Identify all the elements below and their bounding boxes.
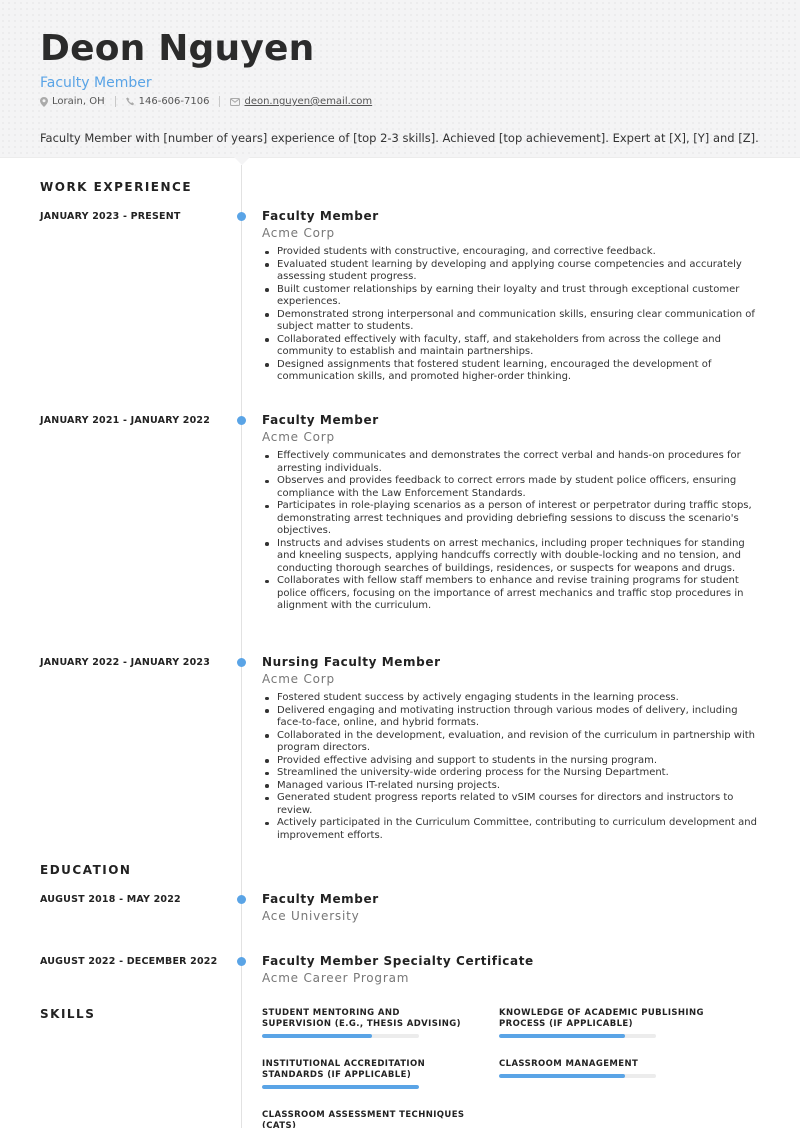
profile-summary: Faculty Member with [number of years] experience of [top 2-3 skills]. Achieved [top achievement]. Expert at [X], [Y] and [Z]. xyxy=(40,131,759,145)
section-title-education: EDUCATION xyxy=(40,863,132,877)
bullet-item: Generated student progress reports related to vSIM courses for directors and instructors to review. xyxy=(262,792,762,817)
contact-location xyxy=(40,96,105,107)
entry-bullets xyxy=(262,246,762,384)
entry-bullets xyxy=(262,692,762,842)
timeline-dot xyxy=(237,212,246,221)
contact-separator xyxy=(115,96,116,107)
skill-item xyxy=(262,1008,467,1038)
bullet-item: Collaborated effectively with faculty, staff, and stakeholders from across the college and community to establish and maintain partnerships. xyxy=(262,334,762,359)
timeline-line xyxy=(241,165,242,1128)
skill-fill xyxy=(499,1034,625,1038)
bullet-item: Demonstrated strong interpersonal and communication skills, ensuring clear communication of subject matter to students. xyxy=(262,309,762,334)
skill-item xyxy=(262,1059,467,1089)
bullet-item: Effectively communicates and demonstrates the correct verbal and hands-on procedures for arresting individuals. xyxy=(262,450,762,475)
section-title-work: WORK EXPERIENCE xyxy=(40,180,193,194)
phone-icon xyxy=(126,97,135,106)
contact-info xyxy=(40,96,372,107)
skill-fill xyxy=(262,1034,372,1038)
entry-date: JANUARY 2022 - JANUARY 2023 xyxy=(40,657,211,668)
bullet-item: Designed assignments that fostered student learning, encouraged the development of communication skills, and promoted higher-order thinking. xyxy=(262,359,762,384)
bullet-item: Observes and provides feedback to correct errors made by student police officers, ensuring compliance with the Law Enforcement Standards. xyxy=(262,475,762,500)
skill-label: KNOWLEDGE OF ACADEMIC PUBLISHING PROCESS (IF APPLICABLE) xyxy=(499,1008,704,1029)
skill-item xyxy=(499,1008,704,1038)
contact-phone xyxy=(126,96,210,107)
skill-label: STUDENT MENTORING AND SUPERVISION (E.G., THESIS ADVISING) xyxy=(262,1008,461,1029)
bullet-item: Provided effective advising and support to students in the nursing program. xyxy=(262,755,762,768)
bullet-item: Collaborated in the development, evaluation, and revision of the curriculum in partnership with program directors. xyxy=(262,730,762,755)
entry-title: Nursing Faculty Member xyxy=(262,655,441,669)
mail-icon xyxy=(230,98,240,106)
bullet-item: Participates in role-playing scenarios as a person of interest or perpetrator during traffic stops, demonstrating arrest techniques and providing debriefing sessions to discuss the scenario's objectives. xyxy=(262,500,762,538)
candidate-name: Deon Nguyen xyxy=(40,28,315,69)
entry-date: JANUARY 2023 - PRESENT xyxy=(40,211,181,222)
skill-bar xyxy=(499,1034,656,1038)
bullet-item: Built customer relationships by earning their loyalty and trust through exceptional customer experiences. xyxy=(262,284,762,309)
skill-label: CLASSROOM ASSESSMENT TECHNIQUES (CATS) xyxy=(262,1110,465,1128)
bullet-item: Delivered engaging and motivating instruction through various modes of delivery, including face-to-face, online, and hybrid formats. xyxy=(262,705,762,730)
entry-company: Acme Corp xyxy=(262,226,335,240)
candidate-role: Faculty Member xyxy=(40,75,152,91)
skill-bar xyxy=(262,1085,419,1089)
entry-school: Acme Career Program xyxy=(262,971,410,985)
contact-separator xyxy=(219,96,220,107)
skill-label: CLASSROOM MANAGEMENT xyxy=(499,1059,639,1069)
entry-school: Ace University xyxy=(262,909,360,923)
bullet-item: Instructs and advises students on arrest mechanics, including proper techniques for standing and kneeling suspects, applying handcuffs correctly with double-locking and no tension, and conducting thorough searches of buildings, residences, or suspects for weapons and drugs. xyxy=(262,538,762,576)
contact-email[interactable] xyxy=(230,96,372,107)
resume-header xyxy=(0,0,800,158)
entry-title: Faculty Member xyxy=(262,209,379,223)
timeline-dot xyxy=(237,895,246,904)
entry-company: Acme Corp xyxy=(262,430,335,444)
bullet-item: Streamlined the university-wide ordering process for the Nursing Department. xyxy=(262,767,762,780)
entry-title: Faculty Member xyxy=(262,413,379,427)
entry-title: Faculty Member xyxy=(262,892,379,906)
bullet-item: Fostered student success by actively engaging students in the learning process. xyxy=(262,692,762,705)
entry-bullets xyxy=(262,450,762,613)
email-link[interactable]: deon.nguyen@email.com xyxy=(244,96,373,107)
entry-title: Faculty Member Specialty Certificate xyxy=(262,954,534,968)
skill-fill xyxy=(499,1074,625,1078)
entry-date: JANUARY 2021 - JANUARY 2022 xyxy=(40,415,211,426)
entry-date: AUGUST 2022 - DECEMBER 2022 xyxy=(40,956,218,967)
timeline-dot xyxy=(237,658,246,667)
bullet-item: Actively participated in the Curriculum Committee, contributing to curriculum development and improvement efforts. xyxy=(262,817,762,842)
bullet-item: Managed various IT-related nursing projects. xyxy=(262,780,762,793)
bullet-item: Evaluated student learning by developing and applying course competencies and accurately assessing student progress. xyxy=(262,259,762,284)
location-pin-icon xyxy=(40,97,48,107)
phone-text: 146-606-7106 xyxy=(138,96,210,107)
skill-bar xyxy=(499,1074,656,1078)
bullet-item: Provided students with constructive, encouraging, and corrective feedback. xyxy=(262,246,762,259)
bullet-item: Collaborates with fellow staff members to enhance and revise training programs for student police officers, focusing on the importance of arrest mechanics and traffic stop procedures in alignment with the curriculum. xyxy=(262,575,762,613)
timeline-dot xyxy=(237,416,246,425)
timeline-dot xyxy=(237,957,246,966)
skill-fill xyxy=(262,1085,419,1089)
header-notch xyxy=(234,157,250,165)
skill-bar xyxy=(262,1034,419,1038)
skill-label: INSTITUTIONAL ACCREDITATION STANDARDS (IF APPLICABLE) xyxy=(262,1059,426,1080)
entry-company: Acme Corp xyxy=(262,672,335,686)
skill-item xyxy=(262,1110,467,1128)
section-title-skills: SKILLS xyxy=(40,1007,96,1021)
entry-date: AUGUST 2018 - MAY 2022 xyxy=(40,894,181,905)
skill-item xyxy=(499,1059,704,1078)
location-text: Lorain, OH xyxy=(52,96,105,107)
